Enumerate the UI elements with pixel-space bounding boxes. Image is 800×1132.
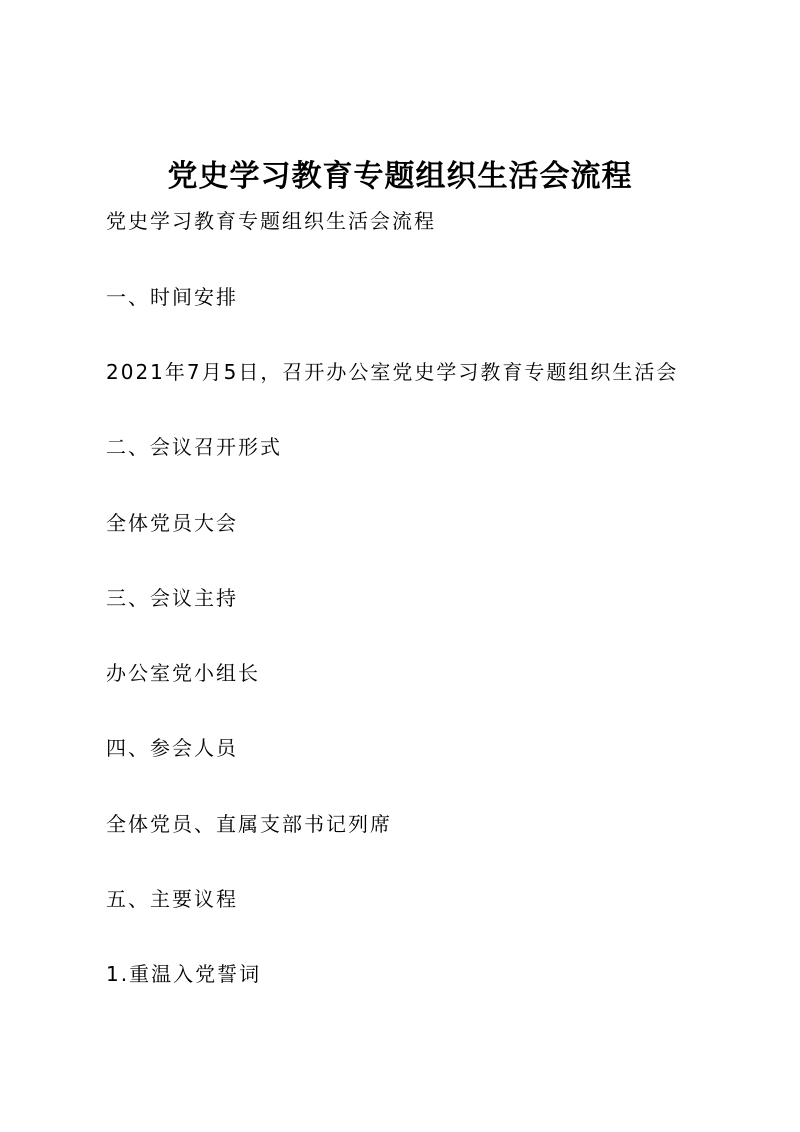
document-title: 党史学习教育专题组织生活会流程 xyxy=(167,159,633,194)
section-heading-host: 三、会议主持 xyxy=(106,586,238,610)
section-heading-format: 二、会议召开形式 xyxy=(106,435,282,459)
section-heading-schedule: 一、时间安排 xyxy=(106,285,238,309)
agenda-item-1: 1.重温入党誓词 xyxy=(106,962,262,986)
format-text: 全体党员大会 xyxy=(106,511,238,535)
attendees-text: 全体党员、直属支部书记列席 xyxy=(106,812,392,836)
schedule-text: 2021年7月5日，召开办公室党史学习教育专题组织生活会 xyxy=(106,360,679,384)
subtitle-line: 党史学习教育专题组织生活会流程 xyxy=(106,209,436,233)
section-heading-agenda: 五、主要议程 xyxy=(106,887,238,911)
section-heading-attendees: 四、参会人员 xyxy=(106,736,238,760)
host-text: 办公室党小组长 xyxy=(106,661,260,685)
